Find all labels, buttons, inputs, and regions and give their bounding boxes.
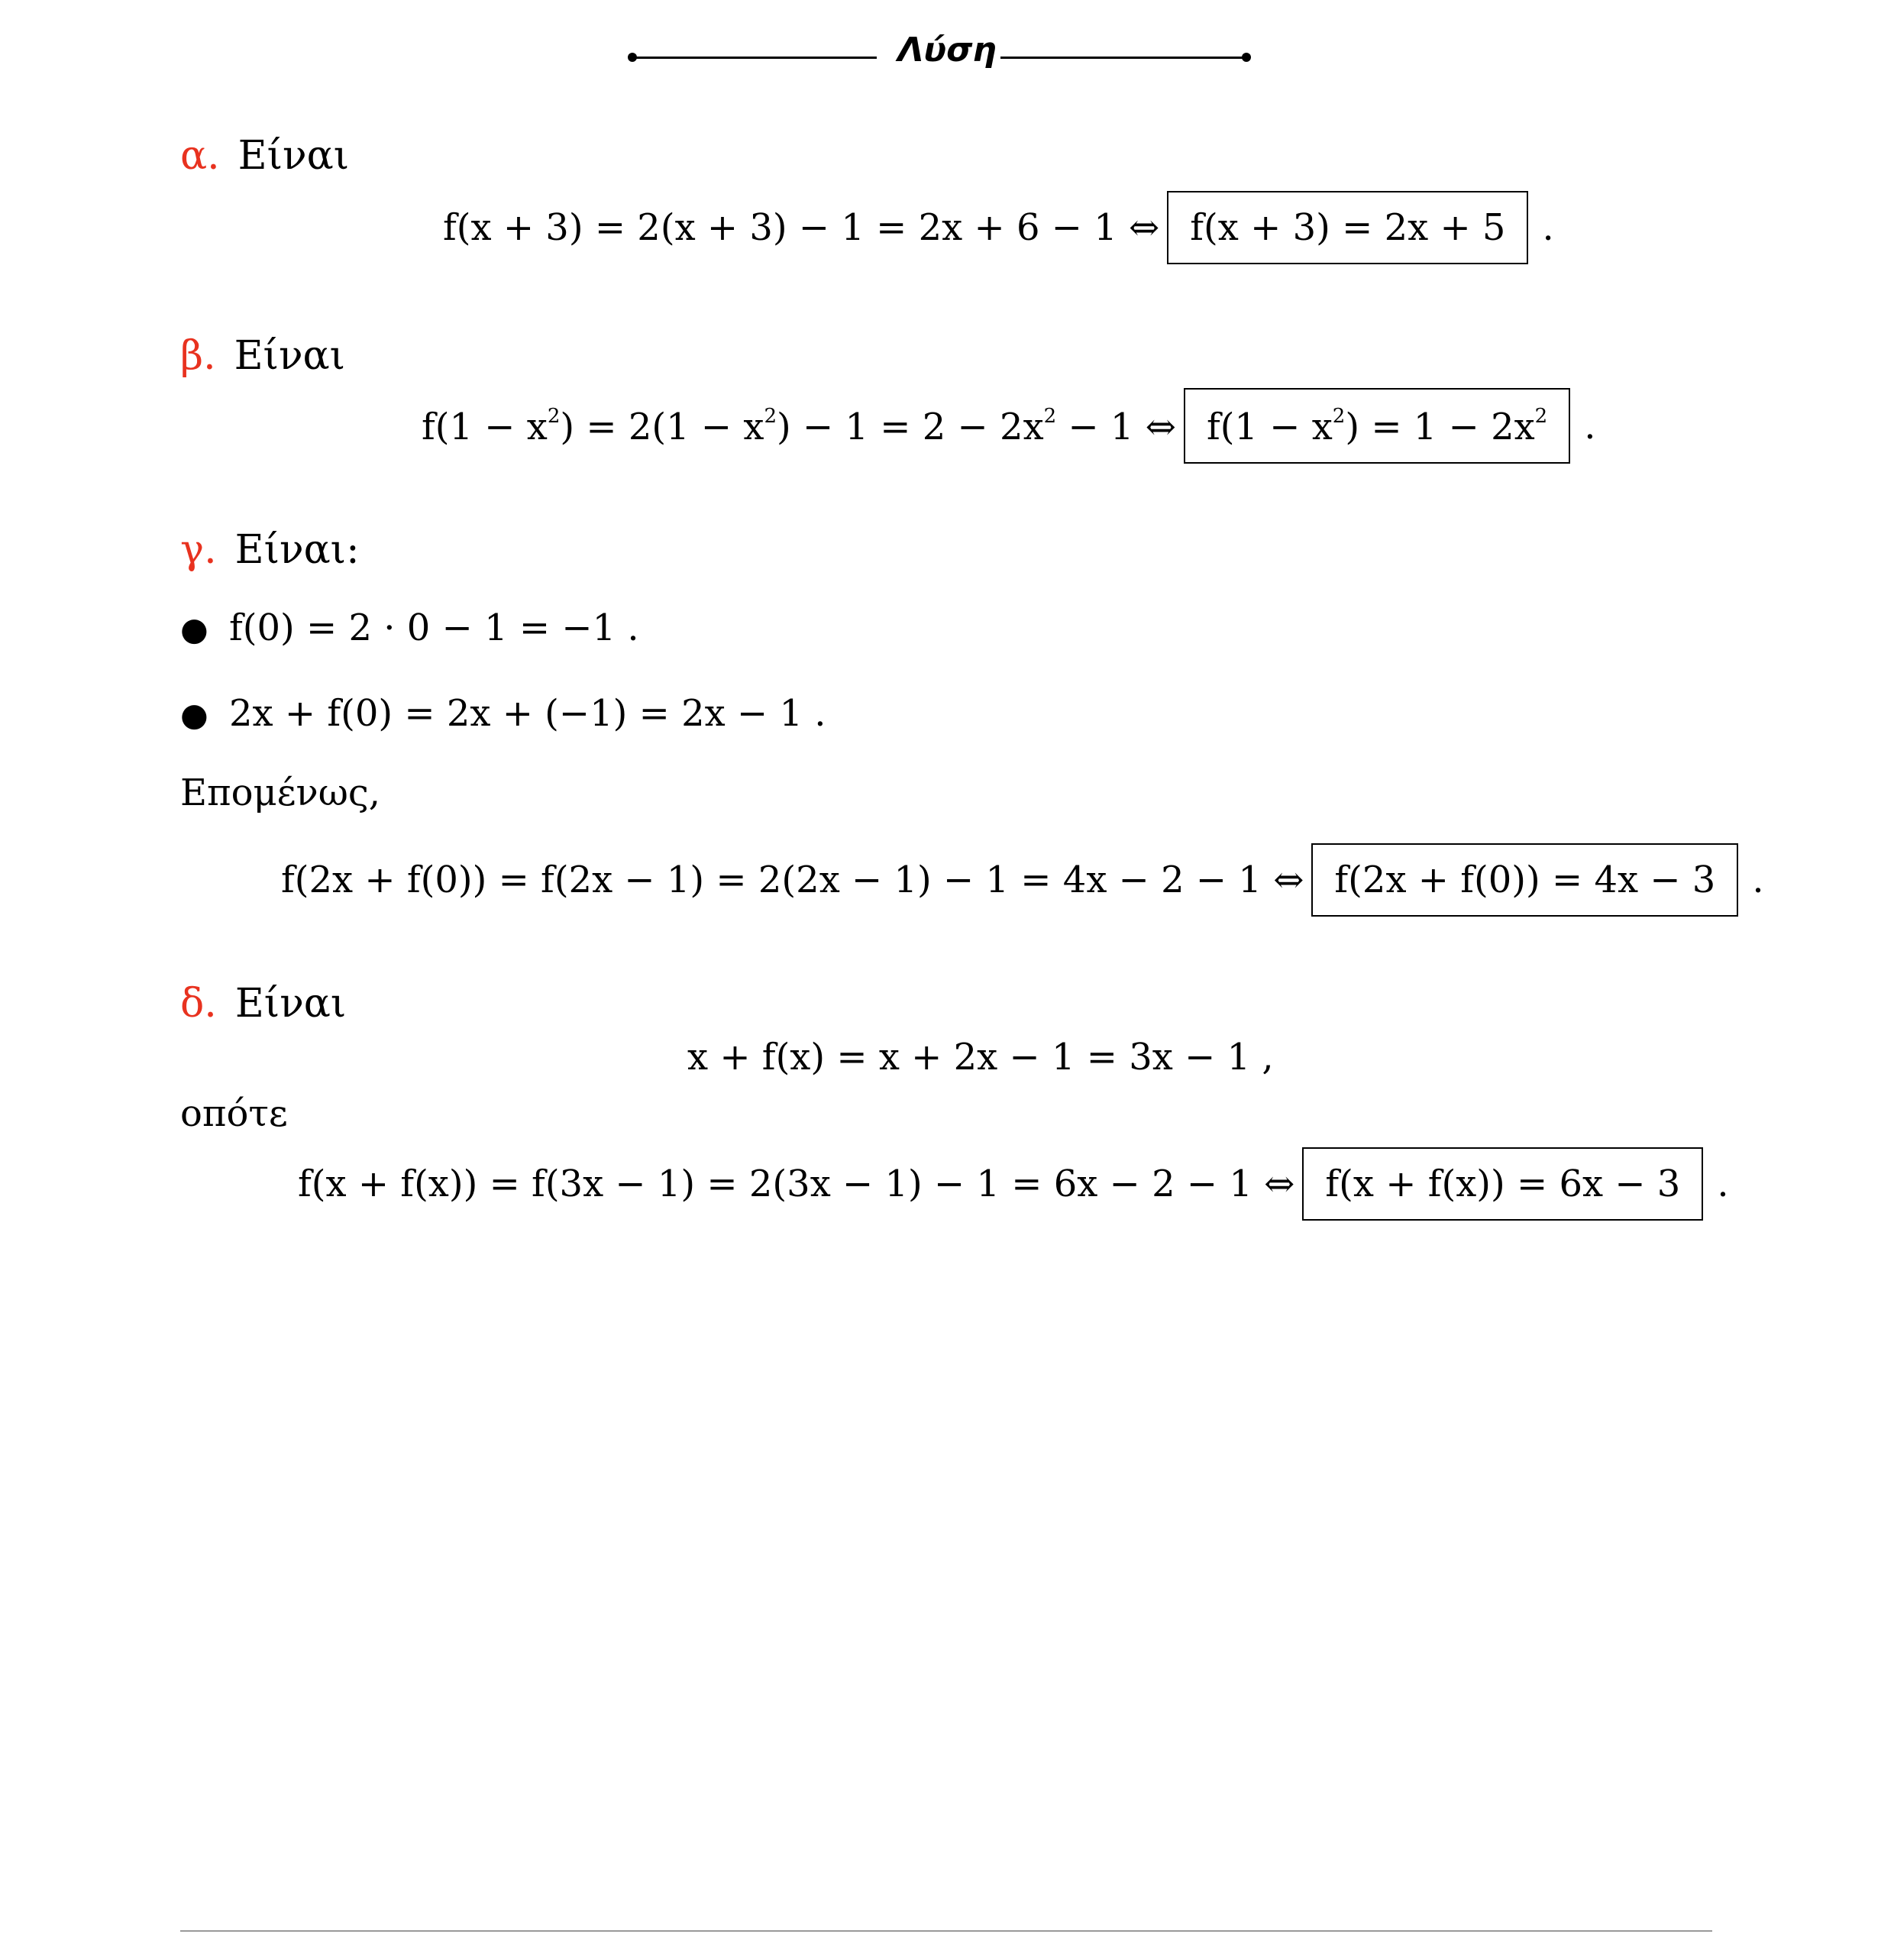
part-b-period: . [1584,404,1596,448]
part-a-label [180,133,349,179]
part-b-lhs-seg2: ) = 2(1 − x [560,406,764,448]
part-a-mark: α. [180,133,220,179]
part-a-boxed-result: f(x + 3) = 2x + 5 [1167,191,1528,264]
part-b-lhs-seg3: ) − 1 = 2 − 2x [777,406,1044,448]
part-b-box-exp1: 2 [1332,405,1346,428]
bullet-icon: ● [180,696,208,733]
part-b-lhs-seg1: f(1 − x [422,406,548,448]
bullet-icon: ● [180,610,208,648]
header-title: Λύση [897,31,997,70]
part-b-label [180,333,345,379]
part-d-label [180,981,346,1027]
part-d-lhs: f(x + f(x)) = f(3x − 1) = 2(3x − 1) − 1 = 6x − 2 − 1 ⇔ [298,1163,1295,1205]
part-d-equation [298,1147,1729,1221]
part-a-equation [443,191,1554,264]
part-b-lhs [422,405,1176,448]
part-d-mark: δ. [180,981,217,1027]
part-b-lhs-seg4: − 1 ⇔ [1056,406,1176,448]
footer-rule [180,1930,1712,1932]
part-d-line1 [687,1036,1274,1079]
part-d-so: οπότε [180,1092,288,1135]
part-c-bullet-2-text: 2x + f(0) = 2x + (−1) = 2x − 1 . [229,692,826,735]
part-a-period: . [1542,206,1554,249]
part-b-lhs-exp1: 2 [547,405,561,428]
solution-header [0,31,1894,84]
part-b-intro: Είναι [234,333,346,379]
part-c-bullet-1 [180,606,639,649]
part-a-intro: Είναι [238,133,350,179]
part-c-intro: Είναι: [234,527,360,573]
part-d-boxed-result: f(x + f(x)) = 6x − 3 [1302,1147,1703,1221]
part-b-boxed-result [1184,388,1570,464]
part-c-label [180,527,360,573]
part-c-bullet-1-text: f(0) = 2 · 0 − 1 = −1 . [229,606,639,649]
part-d-line1-text: x + f(x) = x + 2x − 1 = 3x − 1 , [687,1036,1274,1079]
part-c-lhs: f(2x + f(0)) = f(2x − 1) = 2(2x − 1) − 1 = 4x − 2 − 1 ⇔ [281,859,1304,901]
part-a-lhs: f(x + 3) = 2(x + 3) − 1 = 2x + 6 − 1 ⇔ [443,206,1160,249]
part-b-box-seg2: ) = 1 − 2x [1345,406,1535,448]
part-c-bullet-2 [180,692,826,735]
part-c-equation [281,843,1764,917]
part-b-box-exp2: 2 [1534,405,1548,428]
header-right-rule [1000,57,1245,59]
header-right-dot [1242,53,1251,62]
part-c-therefore: Επομένως, [180,771,381,814]
part-b-box-seg1: f(1 − x [1206,406,1333,448]
part-b-lhs-exp2: 2 [764,405,777,428]
part-d-period: . [1717,1163,1729,1205]
part-d-intro: Είναι [234,981,347,1027]
header-left-rule [632,57,877,59]
part-c-boxed-result: f(2x + f(0)) = 4x − 3 [1311,843,1738,917]
part-b-equation [422,388,1595,464]
part-c-period: . [1752,859,1764,901]
part-b-mark: β. [180,333,216,379]
part-b-lhs-exp3: 2 [1043,405,1057,428]
part-c-mark: γ. [180,527,217,573]
